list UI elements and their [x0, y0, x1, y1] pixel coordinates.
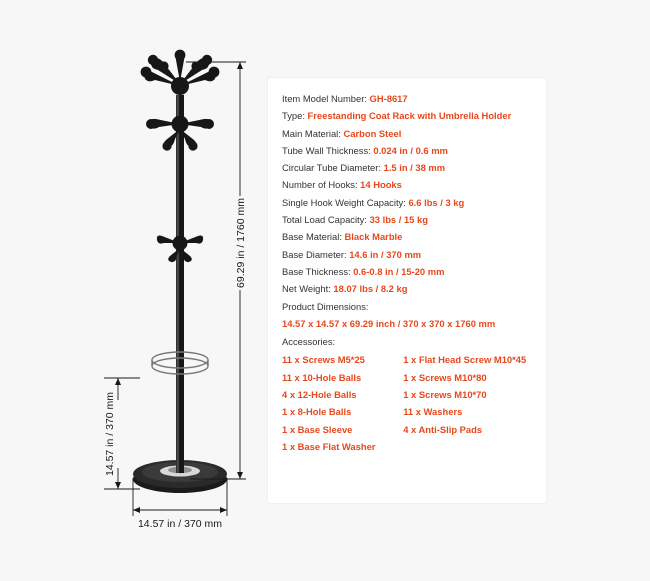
spec-value: Black Marble: [344, 231, 403, 243]
accessories-column-right: [403, 351, 532, 455]
product-dimensions-value: 14.57 x 14.57 x 69.29 inch / 370 x 370 x 1760 mm: [282, 317, 496, 329]
spec-label: Type:: [282, 110, 305, 122]
spec-label: Number of Hooks:: [282, 179, 358, 191]
dimension-base-height-label: 14.57 in / 370 mm: [104, 391, 116, 477]
spec-label: Single Hook Weight Capacity:: [282, 196, 406, 208]
accessory-item: 11 x Screws M5*25: [282, 354, 365, 366]
spec-value: 14.6 in / 370 mm: [349, 248, 422, 260]
spec-label: Base Diameter:: [282, 248, 347, 260]
spec-row: [282, 263, 532, 280]
accessory-item: 1 x Base Flat Washer: [282, 440, 376, 452]
specification-card: [268, 78, 546, 503]
coat-rack-illustration: [133, 50, 227, 493]
spec-row: [282, 176, 532, 193]
accessories-column-left: [282, 351, 403, 455]
spec-row: [282, 159, 532, 176]
spec-value: Freestanding Coat Rack with Umbrella Holder: [307, 110, 512, 122]
accessory-item: 11 x Washers: [403, 406, 463, 418]
spec-row: [282, 125, 532, 142]
spec-value: Carbon Steel: [343, 127, 402, 139]
product-diagram: [0, 0, 265, 581]
spec-value: 0.6-0.8 in / 15-20 mm: [353, 265, 445, 277]
spec-value: 1.5 in / 38 mm: [383, 162, 446, 174]
spec-label: Circular Tube Diameter:: [282, 162, 381, 174]
spec-label: Main Material:: [282, 127, 341, 139]
accessory-item: 4 x Anti-Slip Pads: [403, 423, 483, 435]
spec-value: 14 Hooks: [360, 179, 402, 191]
spec-row: [282, 280, 532, 297]
dimension-total-height-label: 69.29 in / 1760 mm: [235, 198, 247, 288]
spec-label: Base Thickness:: [282, 265, 351, 277]
accessory-item: 11 x 10-Hole Balls: [282, 371, 362, 383]
spec-row: [282, 194, 532, 211]
dimension-base-width-label: 14.57 in / 370 mm: [137, 518, 223, 530]
spec-value: 18.07 lbs / 8.2 kg: [333, 283, 408, 295]
spec-label: Total Load Capacity:: [282, 214, 367, 226]
product-dimensions-label: Product Dimensions:: [282, 300, 369, 312]
spec-label: Net Weight:: [282, 283, 331, 295]
spec-label: Base Material:: [282, 231, 342, 243]
spec-label: Tube Wall Thickness:: [282, 144, 371, 156]
spec-value: 0.024 in / 0.6 mm: [373, 144, 448, 156]
spec-row: [282, 90, 532, 107]
spec-value: 6.6 lbs / 3 kg: [408, 196, 465, 208]
spec-row: [282, 228, 532, 245]
accessory-item: 1 x Screws M10*70: [403, 389, 487, 401]
spec-value: GH-8617: [369, 93, 408, 104]
accessory-item: 1 x Screws M10*80: [403, 371, 487, 383]
spec-row: [282, 211, 532, 228]
accessory-item: 4 x 12-Hole Balls: [282, 389, 357, 401]
accessories-list: [282, 351, 532, 455]
spec-value: 33 lbs / 15 kg: [369, 214, 428, 226]
accessory-item: 1 x Flat Head Screw M10*45: [403, 354, 527, 366]
spec-row: [282, 107, 532, 124]
accessories-label: Accessories:: [282, 336, 336, 348]
spec-row: [282, 142, 532, 159]
spec-label: Item Model Number:: [282, 93, 367, 104]
spec-row: [282, 246, 532, 263]
accessory-item: 1 x 8-Hole Balls: [282, 406, 352, 418]
accessory-item: 1 x Base Sleeve: [282, 423, 353, 435]
